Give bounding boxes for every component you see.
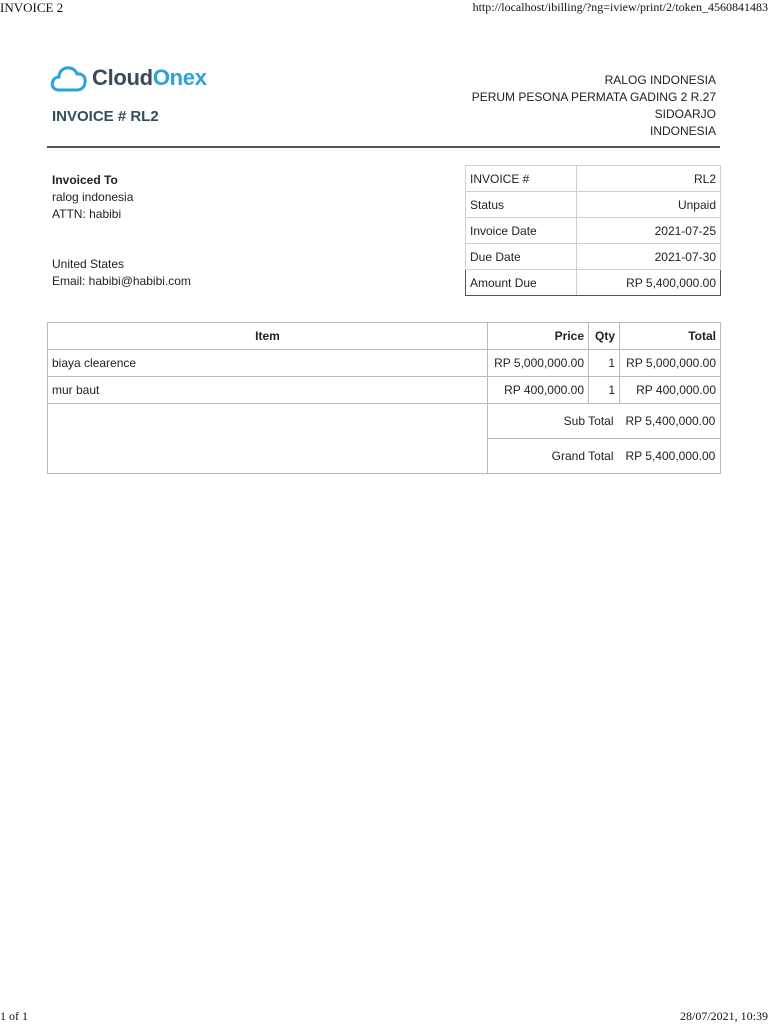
column-header-total: Total — [620, 323, 721, 350]
subtotal-row — [48, 404, 721, 439]
client-attn: ATTN: habibi — [52, 207, 122, 221]
subtotal-value: RP 5,400,000.00 — [620, 404, 721, 439]
meta-label: Invoice Date — [466, 218, 577, 244]
invoice-meta-table — [465, 165, 721, 296]
cell-item: biaya clearence — [48, 350, 488, 377]
line-items-table — [47, 322, 721, 474]
meta-value: 2021-07-25 — [577, 218, 721, 244]
logo-wordmark-part1: Cloud — [92, 65, 153, 90]
meta-value: Unpaid — [577, 192, 721, 218]
cell-total: RP 400,000.00 — [620, 377, 721, 404]
grand-total-value: RP 5,400,000.00 — [620, 439, 721, 474]
meta-row — [466, 166, 721, 192]
cell-qty: 1 — [589, 350, 620, 377]
meta-value: 2021-07-30 — [577, 244, 721, 270]
meta-row — [466, 192, 721, 218]
meta-value: RL2 — [577, 166, 721, 192]
cell-price: RP 5,000,000.00 — [488, 350, 589, 377]
company-city: SIDOARJO — [654, 107, 716, 121]
meta-label: INVOICE # — [466, 166, 577, 192]
cell-qty: 1 — [589, 377, 620, 404]
cloud-icon — [50, 64, 88, 92]
client-country: United States — [52, 257, 125, 271]
column-header-qty: Qty — [589, 323, 620, 350]
table-row — [48, 350, 721, 377]
company-address — [472, 72, 716, 140]
table-header-row — [48, 323, 721, 350]
client-name: ralog indonesia — [52, 190, 134, 204]
print-datetime: 28/07/2021, 10:39 — [679, 1009, 768, 1023]
company-country: INDONESIA — [649, 124, 716, 138]
logo-wordmark-part2: Onex — [152, 65, 207, 90]
invoiced-to-block — [52, 172, 191, 290]
column-header-price: Price — [488, 323, 589, 350]
client-email: Email: habibi@habibi.com — [52, 274, 191, 288]
header-divider — [47, 146, 720, 148]
cell-item: mur baut — [48, 377, 488, 404]
table-row — [48, 377, 721, 404]
subtotal-label: Sub Total — [488, 404, 620, 439]
meta-label: Status — [466, 192, 577, 218]
invoice-title: INVOICE # RL2 — [52, 108, 159, 125]
grand-total-label: Grand Total — [488, 439, 620, 474]
meta-row — [466, 218, 721, 244]
meta-label: Due Date — [466, 244, 577, 270]
totals-spacer — [48, 404, 488, 474]
company-logo — [50, 62, 207, 94]
meta-row — [466, 244, 721, 270]
cell-price: RP 400,000.00 — [488, 377, 589, 404]
print-page-title: INVOICE 2 — [0, 0, 64, 15]
meta-row-amount-due — [466, 270, 721, 296]
column-header-item: Item — [48, 323, 488, 350]
invoiced-to-heading: Invoiced To — [52, 173, 118, 187]
cell-total: RP 5,000,000.00 — [620, 350, 721, 377]
meta-label: Amount Due — [466, 270, 577, 296]
print-page-url: http://localhost/ibilling/?ng=iview/print/2/token_4560841483 — [472, 0, 768, 14]
logo-wordmark — [92, 65, 207, 91]
company-street: PERUM PESONA PERMATA GADING 2 R.27 — [471, 90, 716, 104]
company-name: RALOG INDONESIA — [604, 73, 716, 87]
meta-value: RP 5,400,000.00 — [577, 270, 721, 296]
print-page-number: 1 of 1 — [0, 1009, 28, 1023]
